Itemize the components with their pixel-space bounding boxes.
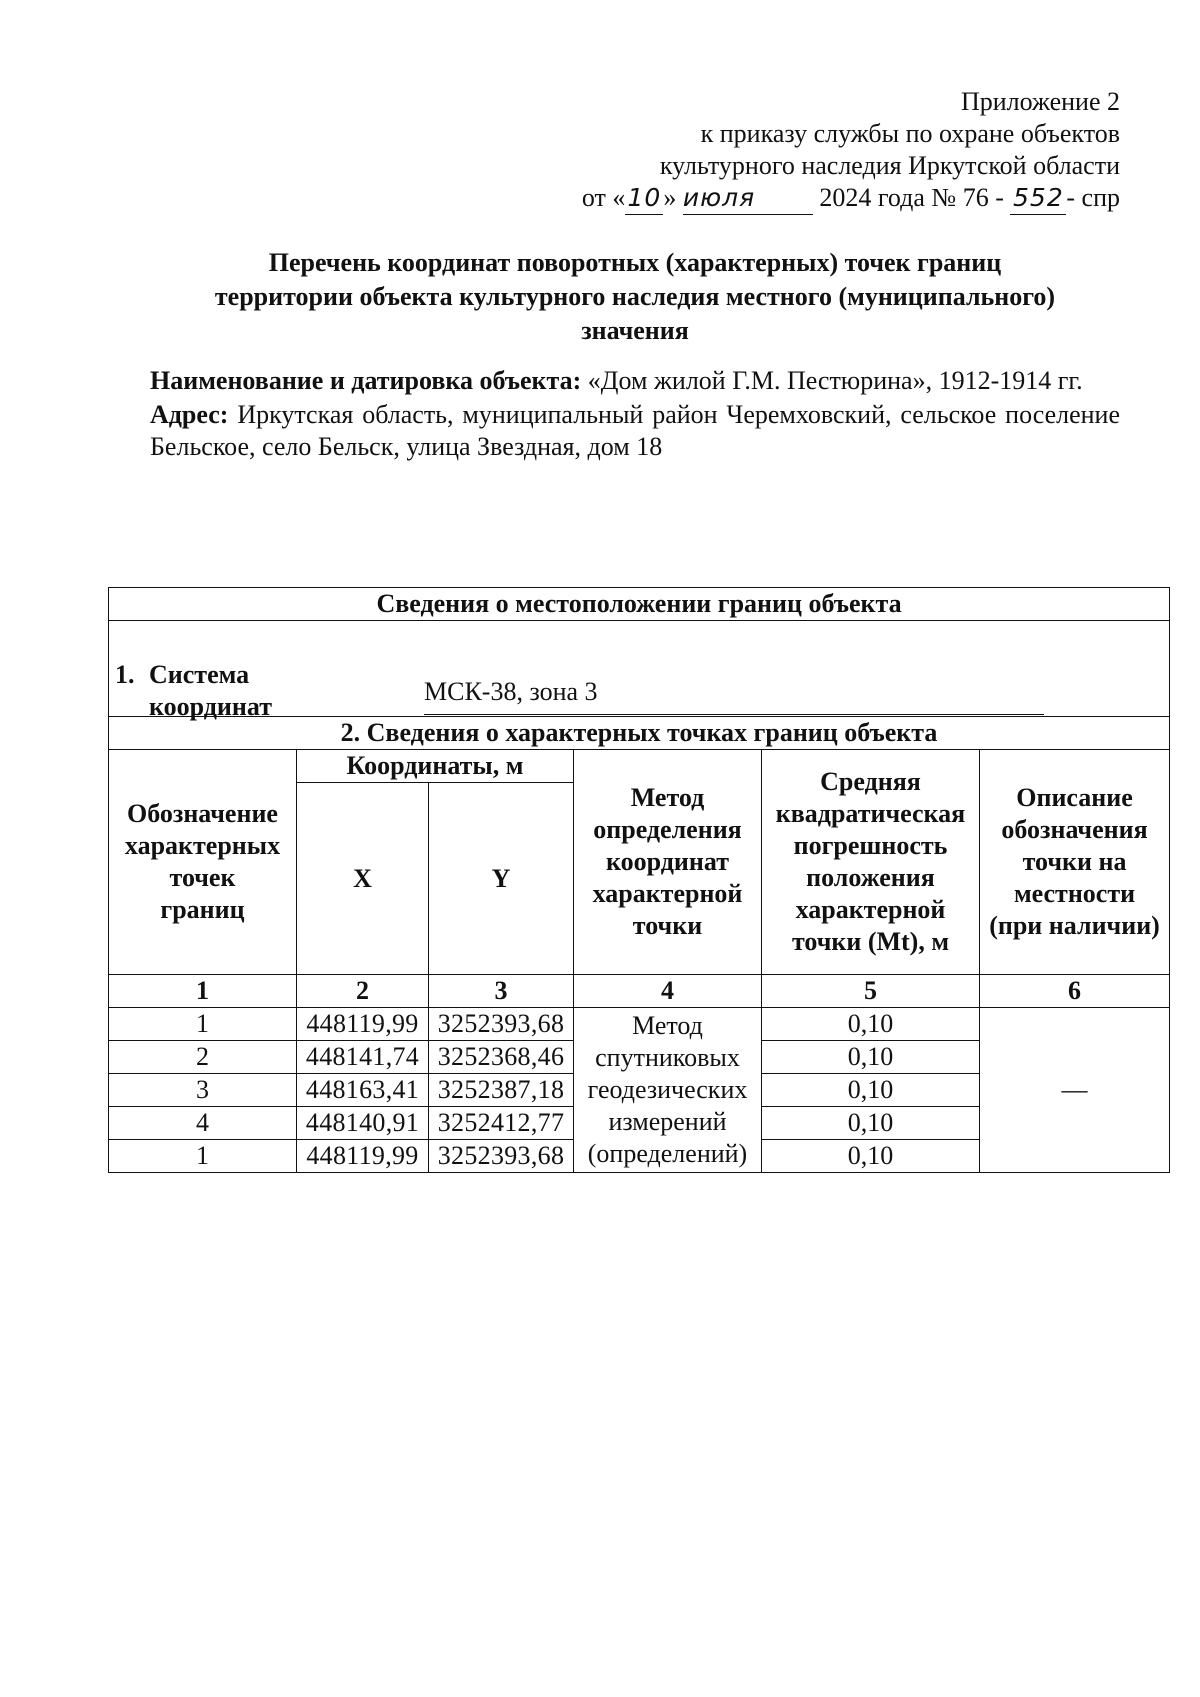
table-row: 2 448141,74 3252368,46 0,10 bbox=[109, 1041, 1170, 1074]
annex-title: Приложение 2 bbox=[960, 87, 1120, 116]
section2-title: 2. Сведения о характерных точках границ объекта bbox=[109, 717, 1170, 750]
handwritten-month: июля bbox=[683, 182, 813, 215]
handwritten-day: 10 bbox=[625, 182, 663, 215]
section1-title: Сведения о местоположении границ объекта bbox=[109, 588, 1170, 621]
annex-line-order: к приказу службы по охране объектов bbox=[700, 119, 1120, 148]
table-row: 4 448140,91 3252412,77 0,10 bbox=[109, 1107, 1170, 1140]
annex-line-service: культурного наследия Иркутской области bbox=[659, 151, 1120, 180]
table-row: 1 448119,99 3252393,68 Метод спутниковых геодезических измерений (определений) 0,10 — bbox=[109, 1008, 1170, 1041]
coordinate-system-value: МСК-38, зона 3 bbox=[424, 676, 1044, 715]
method-value: Метод спутниковых геодезических измерений (определений) bbox=[574, 1008, 762, 1173]
handwritten-order-number: 552 bbox=[1010, 182, 1066, 215]
column-numbers-row: 1 2 3 4 5 6 bbox=[109, 975, 1170, 1008]
header-designation: Обозначение характерных точек границ bbox=[109, 750, 297, 975]
object-name: Наименование и датировка объекта: «Дом жилой Г.М. Пестюрина», 1912-1914 гг. bbox=[150, 366, 1083, 395]
header-x: X bbox=[297, 783, 429, 975]
coordinates-table bbox=[108, 587, 1170, 1173]
annex-date-line: от «10» июля 2024 года № 76 - 552 - спр bbox=[582, 182, 1120, 215]
object-info bbox=[150, 365, 1120, 463]
description-value: — bbox=[980, 1008, 1170, 1173]
header-coordinates: Координаты, м bbox=[297, 750, 574, 783]
table-row: 3 448163,41 3252387,18 0,10 bbox=[109, 1074, 1170, 1107]
header-mean-error: Средняя квадратическая погрешность положения характерной точки (Mt), м bbox=[762, 750, 980, 975]
coordinate-system-label: Система координат bbox=[149, 660, 272, 721]
table-row: 1 448119,99 3252393,68 0,10 bbox=[109, 1140, 1170, 1173]
annex-header bbox=[582, 86, 1120, 215]
document-title: Перечень координат поворотных (характерных) точек границ территории объекта культурного наследия местного (муниципального) значения bbox=[214, 248, 1056, 345]
header-y: Y bbox=[429, 783, 574, 975]
header-method: Метод определения координат характерной точки bbox=[574, 750, 762, 975]
coordinate-system-cell: 1. Система координат МСК-38, зона 3 bbox=[109, 621, 1170, 717]
header-description: Описание обозначения точки на местности (при наличии) bbox=[980, 750, 1170, 975]
object-address: Адрес: Иркутская область, муниципальный район Черемховский, сельское поселение Бельское, село Бельск, улица Звездная, дом 18 bbox=[150, 400, 1120, 461]
